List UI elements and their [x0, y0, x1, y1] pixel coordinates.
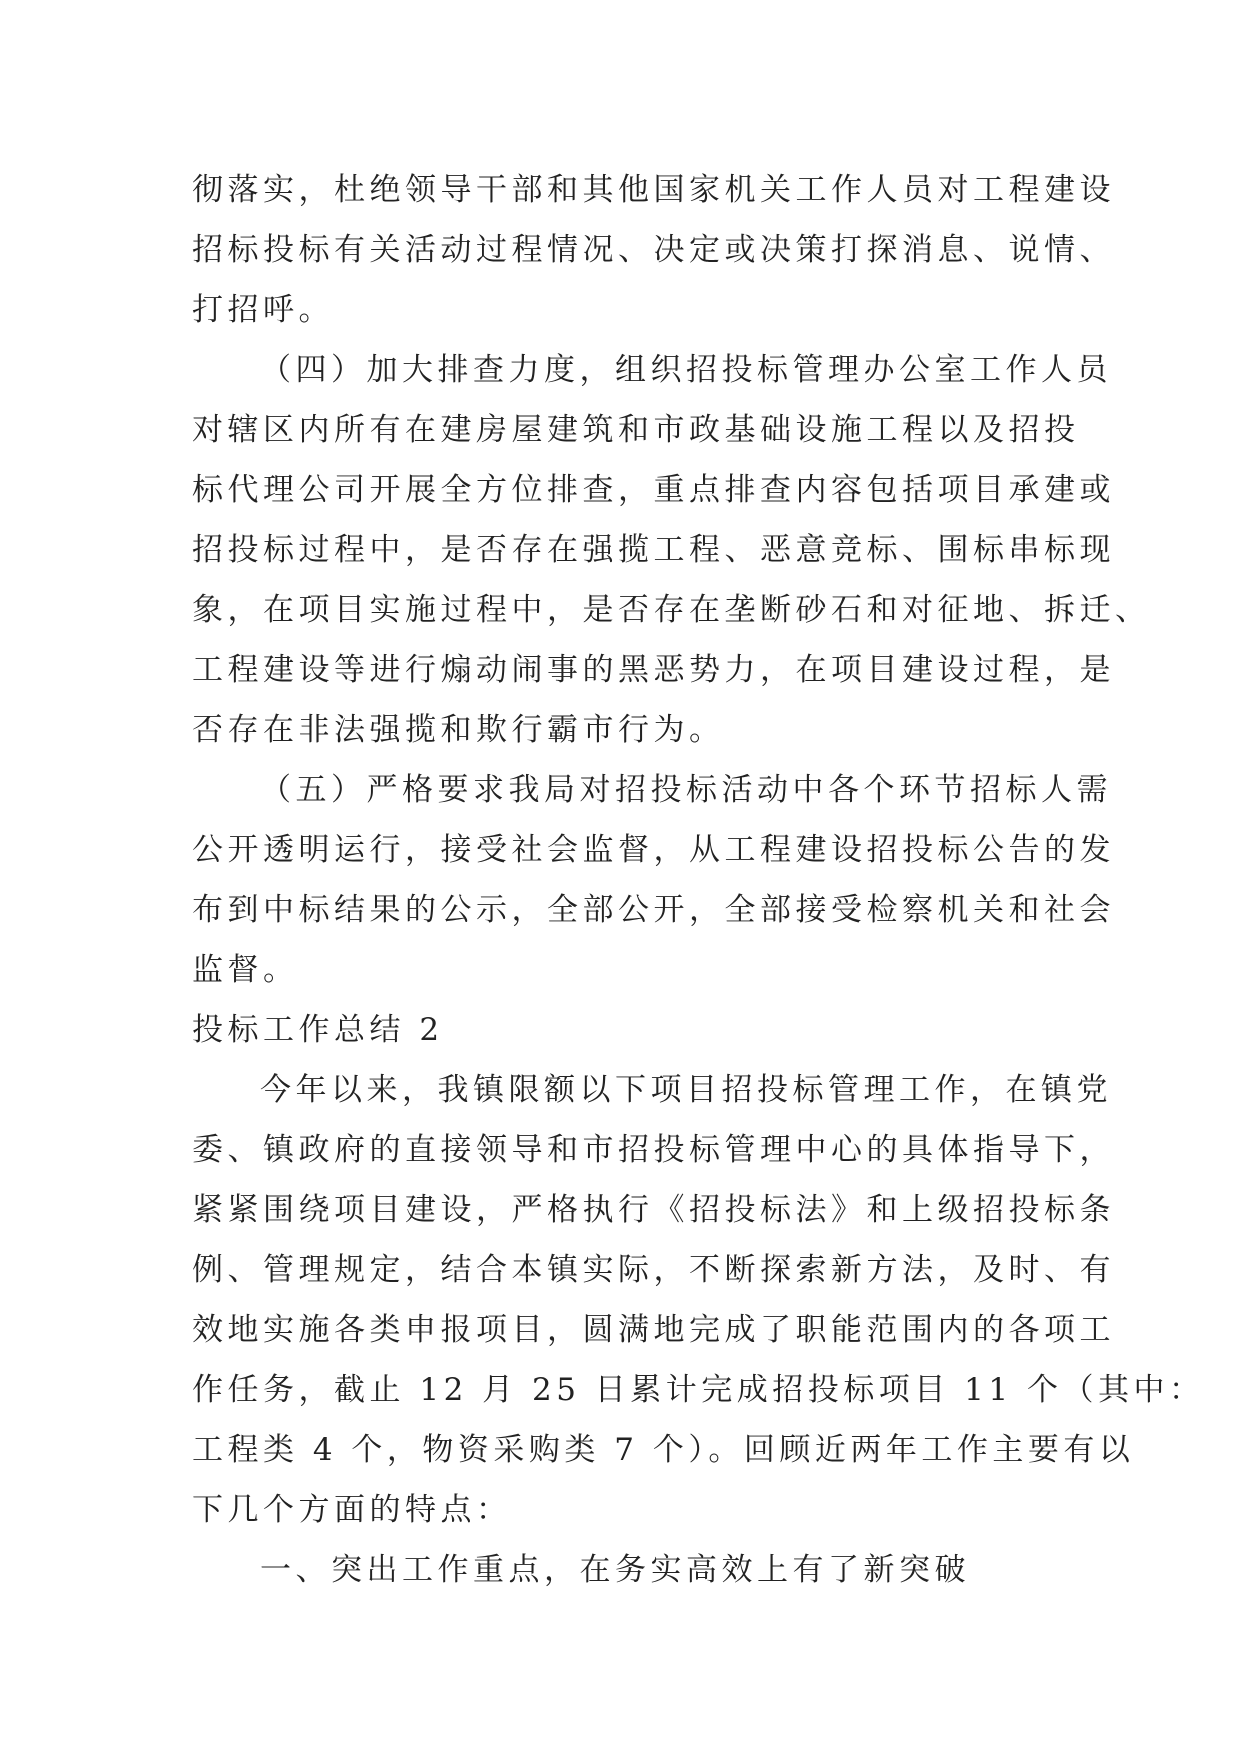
document-body [192, 160, 1205, 1600]
section-heading: 投标工作总结 2 [192, 1012, 444, 1048]
text-line: 监督。 [192, 952, 299, 988]
text-line: 下几个方面的特点： [192, 1492, 512, 1528]
text-line: 效地实施各类申报项目，圆满地完成了职能范围内的各项工 [192, 1312, 1115, 1348]
text-line: 作任务，截止 12 月 25 日累计完成招投标项目 11 个（其中： [192, 1372, 1205, 1408]
paragraph-start-line: 今年以来，我镇限额以下项目招投标管理工作，在镇党 [260, 1072, 1112, 1108]
text-line: 例、管理规定，结合本镇实际，不断探索新方法，及时、有 [192, 1252, 1115, 1288]
text-line: 紧紧围绕项目建设，严格执行《招投标法》和上级招投标条 [192, 1192, 1115, 1228]
text-line: 对辖区内所有在建房屋建筑和市政基础设施工程以及招投 [192, 412, 1080, 448]
text-line: 彻落实，杜绝领导干部和其他国家机关工作人员对工程建设 [192, 172, 1115, 208]
text-line: 象，在项目实施过程中，是否存在垄断砂石和对征地、拆迁、 [192, 592, 1151, 628]
text-line: 工程建设等进行煽动闹事的黑恶势力，在项目建设过程，是 [192, 652, 1115, 688]
paragraph-start-line: （五）严格要求我局对招投标活动中各个环节招标人需 [260, 772, 1112, 808]
text-line: 工程类 4 个，物资采购类 7 个）。回顾近两年工作主要有以 [192, 1432, 1135, 1468]
text-line: 标代理公司开展全方位排查，重点排查内容包括项目承建或 [192, 472, 1115, 508]
paragraph-start-line: 一、突出工作重点，在务实高效上有了新突破 [260, 1552, 970, 1588]
text-line: 公开透明运行，接受社会监督，从工程建设招投标公告的发 [192, 832, 1115, 868]
text-line: 布到中标结果的公示，全部公开，全部接受检察机关和社会 [192, 892, 1115, 928]
text-line: 否存在非法强揽和欺行霸市行为。 [192, 712, 725, 748]
text-line: 招标投标有关活动过程情况、决定或决策打探消息、说情、 [192, 232, 1115, 268]
text-line: 招投标过程中，是否存在强揽工程、恶意竞标、围标串标现 [192, 532, 1115, 568]
paragraph-start-line: （四）加大排查力度，组织招投标管理办公室工作人员 [260, 352, 1112, 388]
text-line: 委、镇政府的直接领导和市招投标管理中心的具体指导下， [192, 1132, 1115, 1168]
text-line: 打招呼。 [192, 292, 334, 328]
